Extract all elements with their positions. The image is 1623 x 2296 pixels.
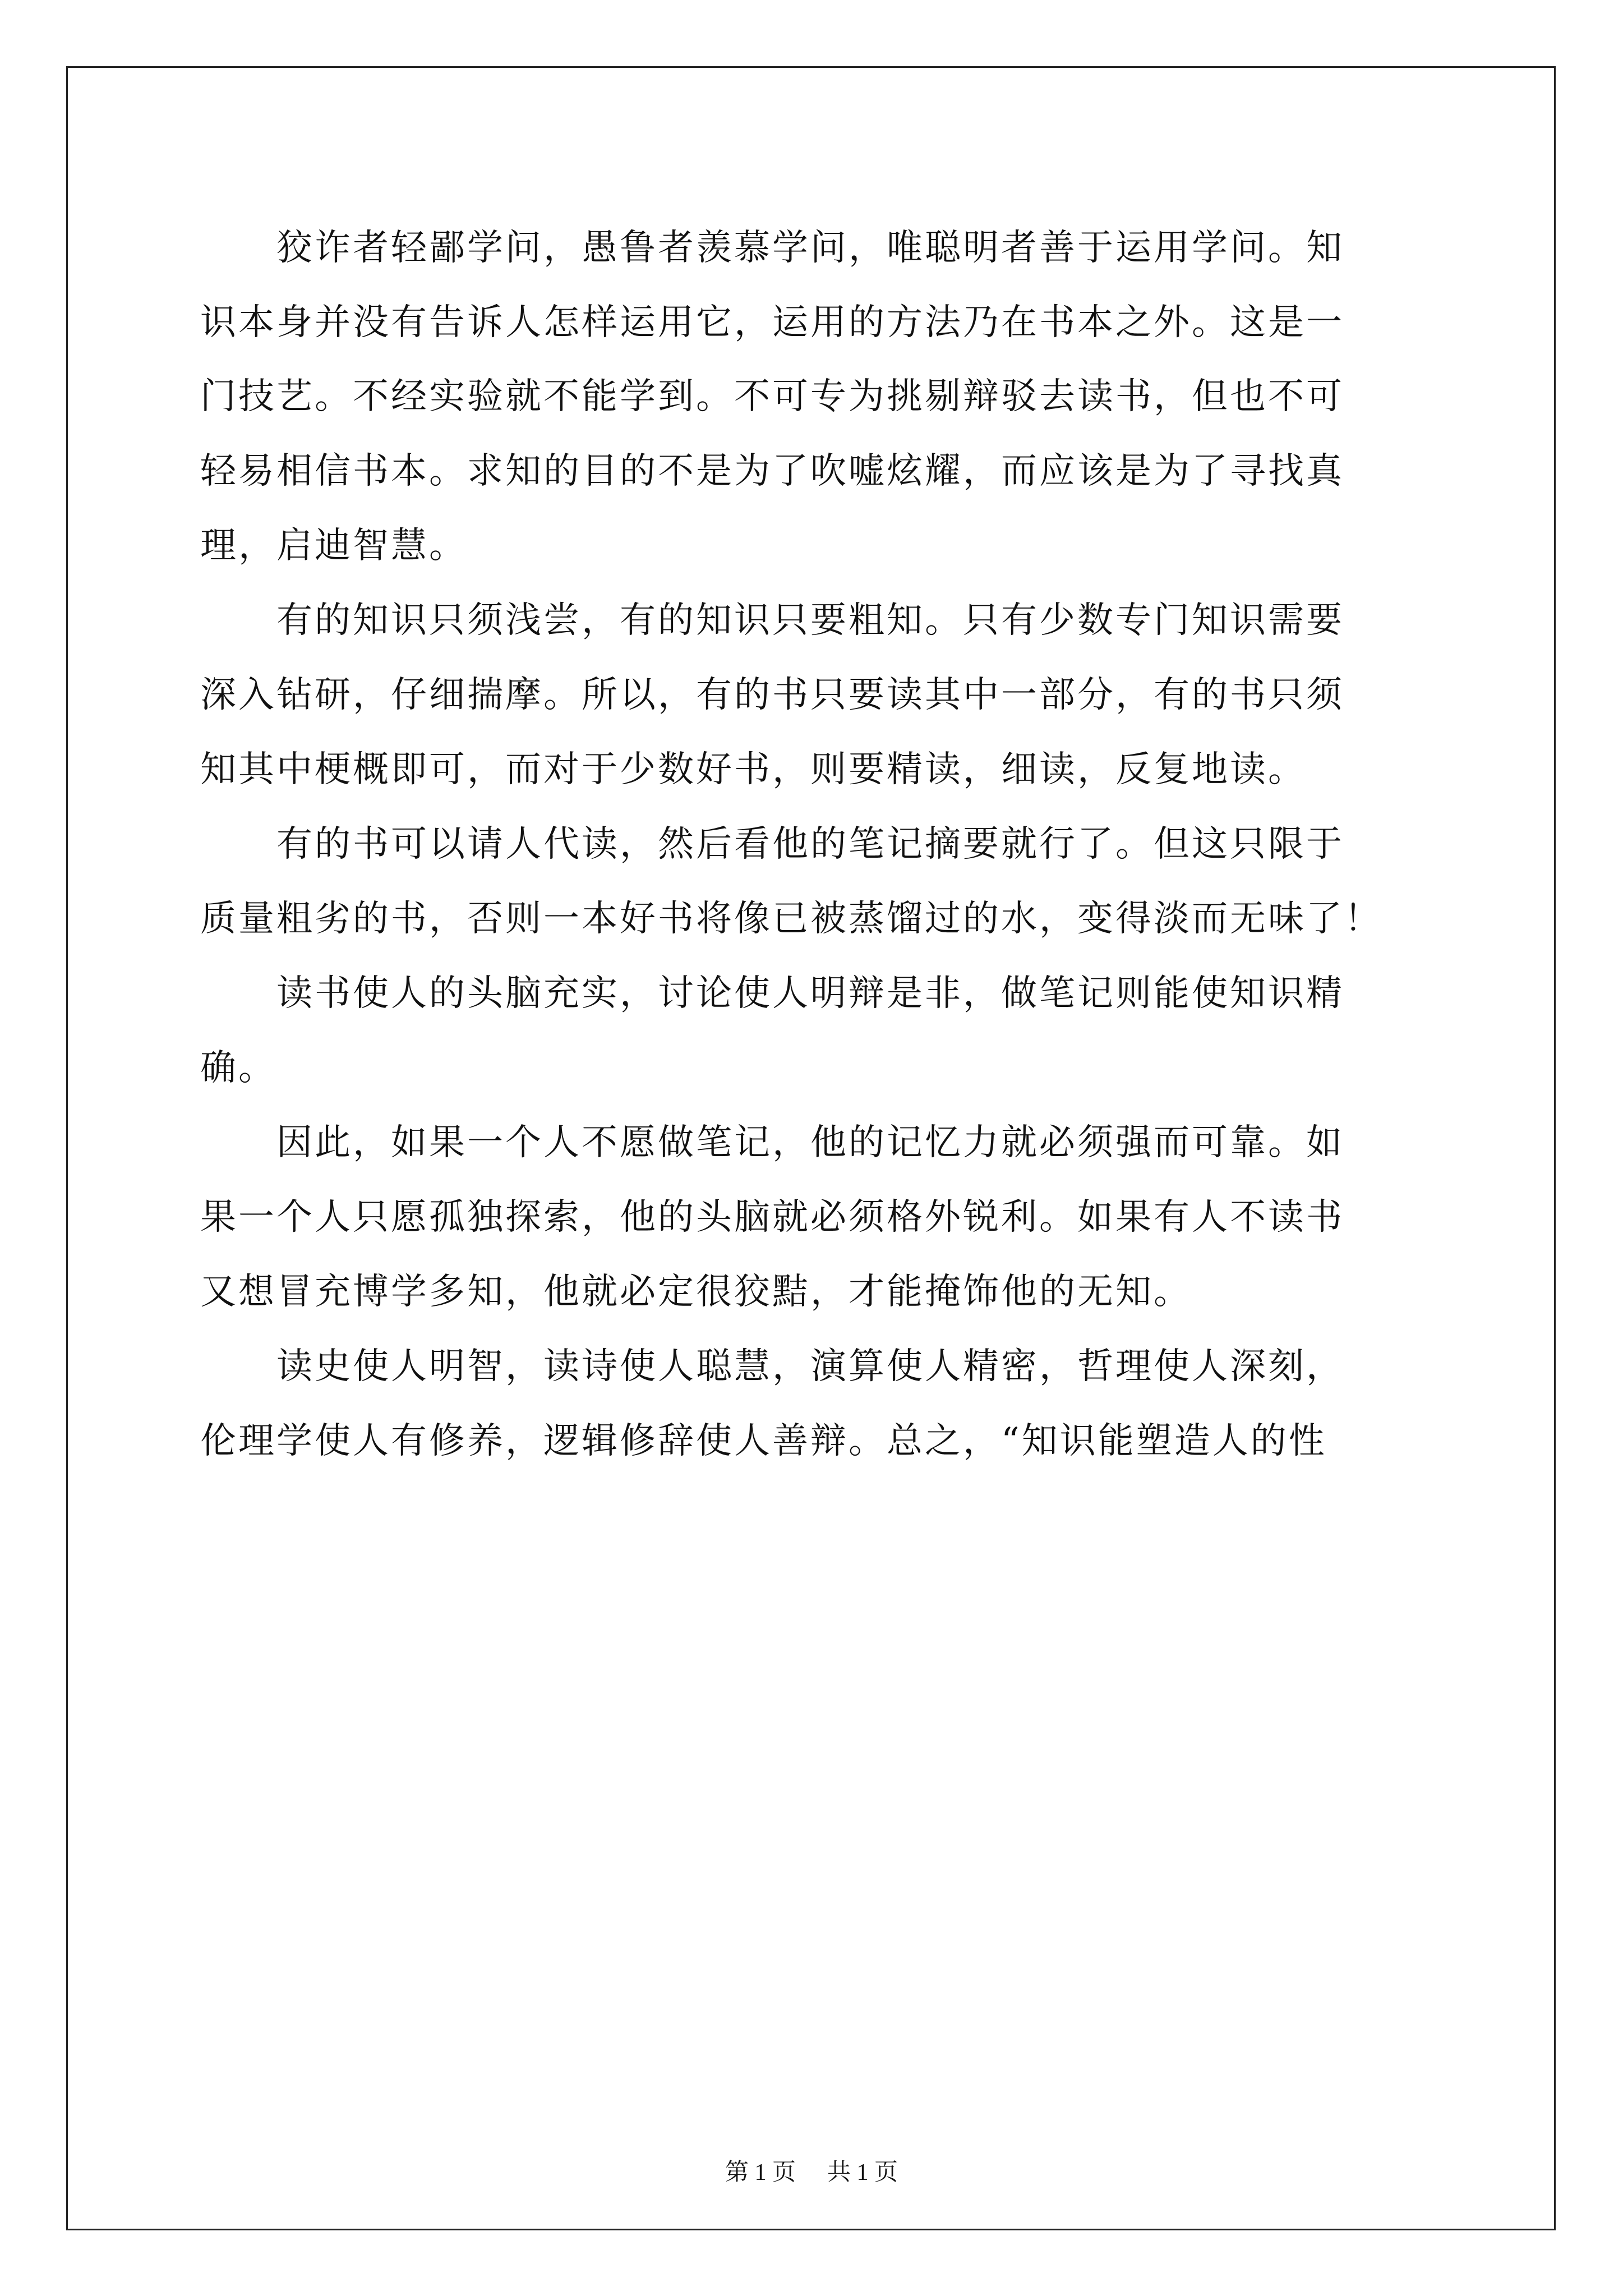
text-line: 因此，如果一个人不愿做笔记，他的记忆力就必须强而可靠。如 — [200, 1122, 1344, 1163]
text-line: 深入钻研，仔细揣摩。所以，有的书只要读其中一部分，有的书只须 — [200, 674, 1344, 716]
text-line: 轻易相信书本。求知的目的不是为了吹嘘炫耀，而应该是为了寻找真 — [200, 450, 1344, 492]
text-line: 理，启迪智慧。 — [200, 525, 467, 567]
text-line: 知其中梗概即可，而对于少数好书，则要精读，细读，反复地读。 — [200, 749, 1306, 790]
text-line: 有的书可以请人代读，然后看他的笔记摘要就行了。但这只限于 — [200, 823, 1344, 865]
text-line: 门技艺。不经实验就不能学到。不可专为挑剔辩驳去读书，但也不可 — [200, 376, 1344, 417]
text-line: 识本身并没有告诉人怎样运用它，运用的方法乃在书本之外。这是一 — [200, 302, 1344, 343]
text-line: 读书使人的头脑充实，讨论使人明辩是非，做笔记则能使知识精 — [200, 973, 1344, 1014]
text-line: 质量粗劣的书，否则一本好书将像已被蒸馏过的水，变得淡而无味了！ — [200, 898, 1382, 940]
text-line: 果一个人只愿孤独探索，他的头脑就必须格外锐利。如果有人不读书 — [200, 1197, 1344, 1238]
text-line: 狡诈者轻鄙学问，愚鲁者羡慕学问，唯聪明者善于运用学问。知 — [200, 227, 1344, 269]
page-number: 第 1 页 — [725, 2160, 796, 2185]
text-line: 确。 — [200, 1047, 276, 1089]
text-line: 读史使人明智，读诗使人聪慧，演算使人精密，哲理使人深刻， — [200, 1346, 1344, 1387]
page-total: 共 1 页 — [827, 2160, 898, 2185]
text-line: 又想冒充博学多知，他就必定很狡黠，才能掩饰他的无知。 — [200, 1271, 1192, 1313]
text-line: 有的知识只须浅尝，有的知识只要粗知。只有少数专门知识需要 — [200, 600, 1344, 641]
text-line: 伦理学使人有修养，逻辑修辞使人善辩。总之，“知识能塑造人的性 — [200, 1420, 1327, 1462]
page-footer — [0, 2159, 1623, 2187]
